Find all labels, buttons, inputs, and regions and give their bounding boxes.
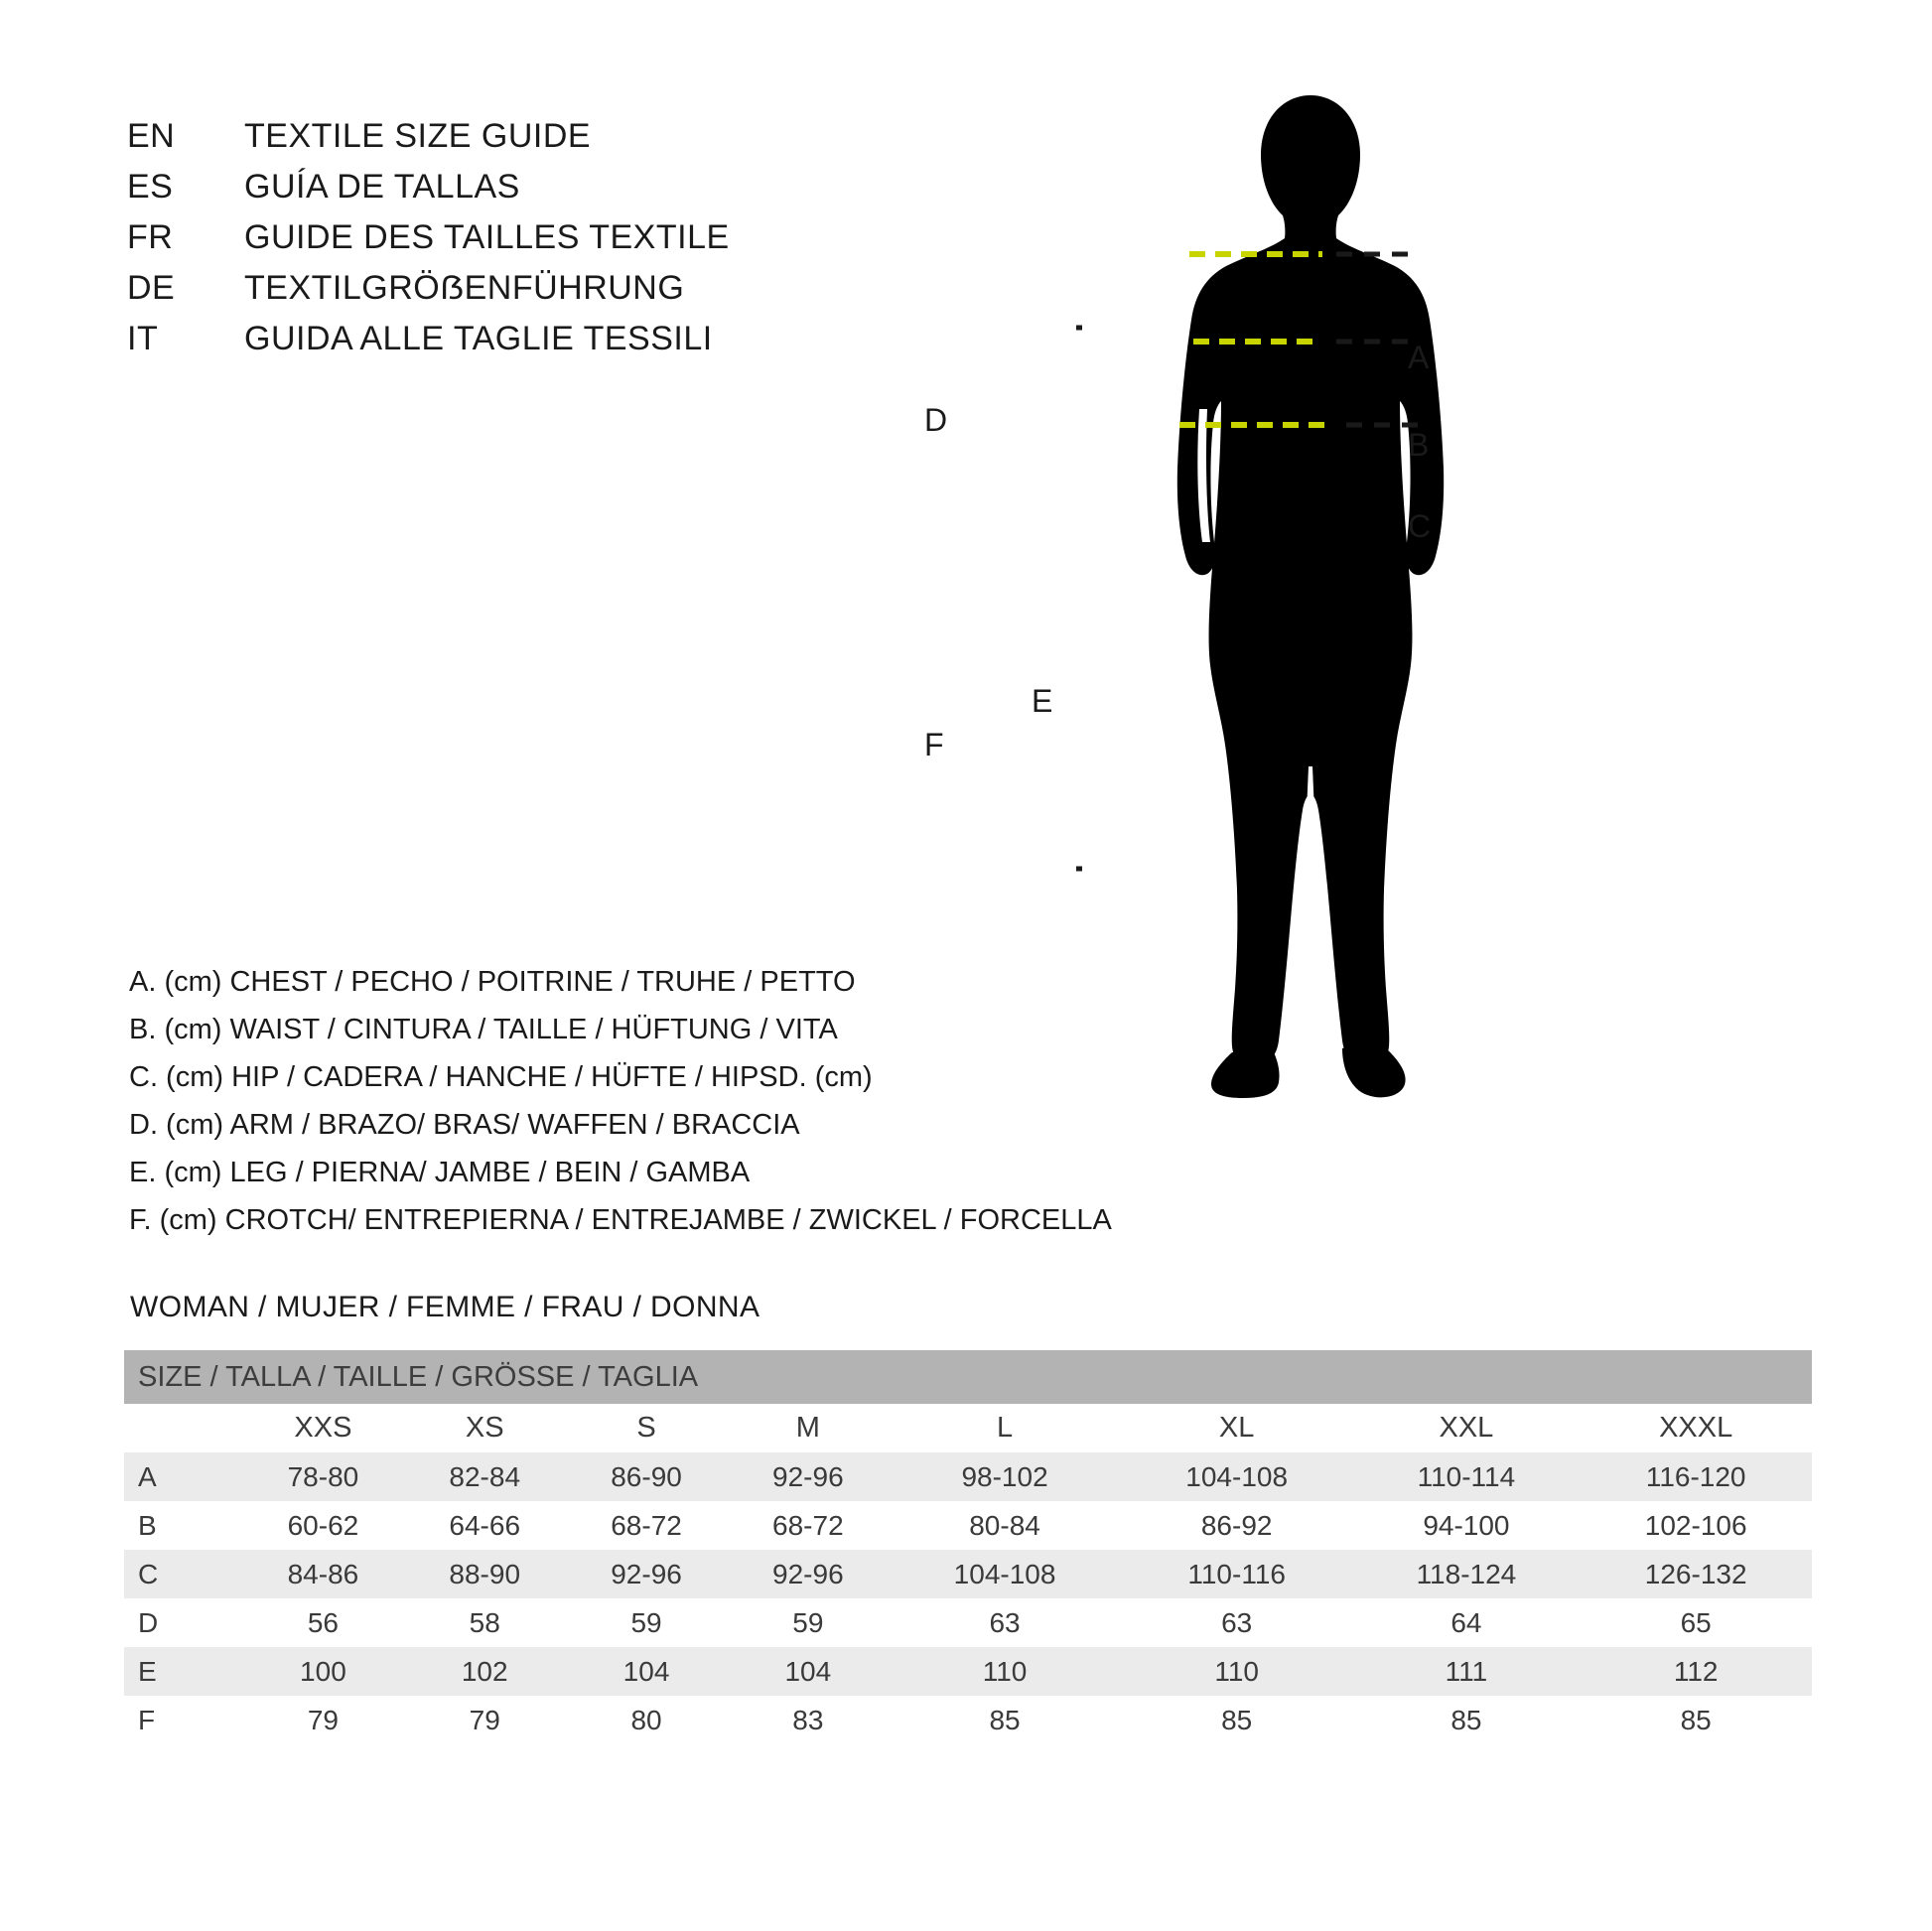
cell-b-xxs: 60-62: [242, 1501, 404, 1550]
cell-b-s: 68-72: [566, 1501, 728, 1550]
cell-f-xs: 79: [404, 1696, 566, 1744]
cell-b-xs: 64-66: [404, 1501, 566, 1550]
table-row: [124, 1452, 1812, 1501]
legend-item-f: F. (cm) CROTCH/ ENTREPIERNA / ENTREJAMBE / ZWICKEL / FORCELLA: [129, 1204, 1112, 1236]
dimension-label-c: C: [1408, 508, 1432, 544]
dimension-label-e: E: [1032, 683, 1053, 719]
cell-a-xxl: 110-114: [1352, 1452, 1580, 1501]
table-sizes-row: [124, 1404, 1812, 1452]
legend-item-a: A. (cm) CHEST / PECHO / POITRINE / TRUHE / PETTO: [129, 966, 856, 998]
cell-d-l: 63: [889, 1598, 1121, 1647]
cell-f-xl: 85: [1121, 1696, 1353, 1744]
title-row: [127, 117, 941, 156]
cell-a-xs: 82-84: [404, 1452, 566, 1501]
dimension-label-f: F: [924, 727, 944, 762]
cell-e-m: 104: [727, 1647, 889, 1696]
title-lang-es: ES: [127, 168, 174, 206]
title-row: [127, 218, 941, 257]
size-header-xs: XS: [404, 1404, 566, 1452]
cell-b-l: 80-84: [889, 1501, 1121, 1550]
cell-a-xl: 104-108: [1121, 1452, 1353, 1501]
cell-e-xxl: 111: [1352, 1647, 1580, 1696]
title-lang-de: DE: [127, 269, 176, 307]
legend-block: [129, 968, 1221, 1254]
size-header-l: L: [889, 1404, 1121, 1452]
cell-c-m: 92-96: [727, 1550, 889, 1598]
title-row: [127, 320, 941, 358]
cell-b-xxxl: 102-106: [1580, 1501, 1812, 1550]
table-row: [124, 1501, 1812, 1550]
title-lang-en: EN: [127, 117, 176, 155]
dimension-label-b: B: [1408, 427, 1430, 463]
cell-f-l: 85: [889, 1696, 1121, 1744]
cell-d-m: 59: [727, 1598, 889, 1647]
title-row: [127, 269, 941, 308]
cell-f-s: 80: [566, 1696, 728, 1744]
table-header-label: SIZE / TALLA / TAILLE / GRÖSSE / TAGLIA: [124, 1350, 1812, 1404]
cell-d-xl: 63: [1121, 1598, 1353, 1647]
cell-d-xxxl: 65: [1580, 1598, 1812, 1647]
size-header-xxl: XXL: [1352, 1404, 1580, 1452]
cell-a-l: 98-102: [889, 1452, 1121, 1501]
cell-e-xl: 110: [1121, 1647, 1353, 1696]
cell-b-xl: 86-92: [1121, 1501, 1353, 1550]
cell-a-xxxl: 116-120: [1580, 1452, 1812, 1501]
title-block: [127, 117, 941, 370]
cell-a-m: 92-96: [727, 1452, 889, 1501]
cell-c-xs: 88-90: [404, 1550, 566, 1598]
row-label-a: A: [124, 1452, 242, 1501]
legend-item-c: C. (cm) HIP / CADERA / HANCHE / HÜFTE / HIPSD. (cm): [129, 1061, 873, 1093]
title-row: [127, 168, 941, 207]
cell-f-xxxl: 85: [1580, 1696, 1812, 1744]
title-text-it: GUIDA ALLE TAGLIE TESSILI: [244, 320, 713, 357]
cell-c-xxl: 118-124: [1352, 1550, 1580, 1598]
dimension-label-a: A: [1408, 340, 1430, 375]
size-header-xl: XL: [1121, 1404, 1353, 1452]
title-text-de: TEXTILGRÖẞENFÜHRUNG: [244, 269, 685, 307]
cell-a-s: 86-90: [566, 1452, 728, 1501]
cell-c-xxxl: 126-132: [1580, 1550, 1812, 1598]
cell-c-xxs: 84-86: [242, 1550, 404, 1598]
cell-e-l: 110: [889, 1647, 1121, 1696]
row-label-d: D: [124, 1598, 242, 1647]
cell-e-xxxl: 112: [1580, 1647, 1812, 1696]
row-label-c: C: [124, 1550, 242, 1598]
title-lang-fr: FR: [127, 218, 174, 256]
legend-item-d: D. (cm) ARM / BRAZO/ BRAS/ WAFFEN / BRACCIA: [129, 1109, 800, 1141]
cell-d-xxs: 56: [242, 1598, 404, 1647]
group-title: WOMAN / MUJER / FEMME / FRAU / DONNA: [130, 1291, 760, 1323]
cell-f-xxs: 79: [242, 1696, 404, 1744]
row-label-e: E: [124, 1647, 242, 1696]
size-header-m: M: [727, 1404, 889, 1452]
cell-a-xxs: 78-80: [242, 1452, 404, 1501]
size-table: [124, 1350, 1812, 1744]
table-header-row: [124, 1350, 1812, 1404]
size-header-xxs: XXS: [242, 1404, 404, 1452]
table-row: [124, 1696, 1812, 1744]
cell-b-m: 68-72: [727, 1501, 889, 1550]
row-label-f: F: [124, 1696, 242, 1744]
cell-f-xxl: 85: [1352, 1696, 1580, 1744]
table-row: [124, 1550, 1812, 1598]
title-lang-it: IT: [127, 320, 159, 357]
woman-silhouette-icon: [1177, 95, 1444, 1098]
table-row: [124, 1598, 1812, 1647]
row-label-b: B: [124, 1501, 242, 1550]
title-text-en: TEXTILE SIZE GUIDE: [244, 117, 592, 155]
legend-item-b: B. (cm) WAIST / CINTURA / TAILLE / HÜFTUNG / VITA: [129, 1014, 838, 1045]
table-corner-cell: [124, 1404, 242, 1452]
cell-c-s: 92-96: [566, 1550, 728, 1598]
cell-e-xxs: 100: [242, 1647, 404, 1696]
legend-item-e: E. (cm) LEG / PIERNA/ JAMBE / BEIN / GAMBA: [129, 1157, 751, 1188]
leg-dimension-bracket: [1072, 328, 1082, 869]
cell-e-xs: 102: [404, 1647, 566, 1696]
size-header-xxxl: XXXL: [1580, 1404, 1812, 1452]
cell-d-s: 59: [566, 1598, 728, 1647]
dimension-label-d: D: [924, 402, 948, 438]
title-text-es: GUÍA DE TALLAS: [244, 168, 520, 206]
cell-c-l: 104-108: [889, 1550, 1121, 1598]
cell-c-xl: 110-116: [1121, 1550, 1353, 1598]
cell-b-xxl: 94-100: [1352, 1501, 1580, 1550]
cell-e-s: 104: [566, 1647, 728, 1696]
cell-d-xxl: 64: [1352, 1598, 1580, 1647]
cell-f-m: 83: [727, 1696, 889, 1744]
title-text-fr: GUIDE DES TAILLES TEXTILE: [244, 218, 730, 256]
cell-d-xs: 58: [404, 1598, 566, 1647]
size-header-s: S: [566, 1404, 728, 1452]
table-row: [124, 1647, 1812, 1696]
